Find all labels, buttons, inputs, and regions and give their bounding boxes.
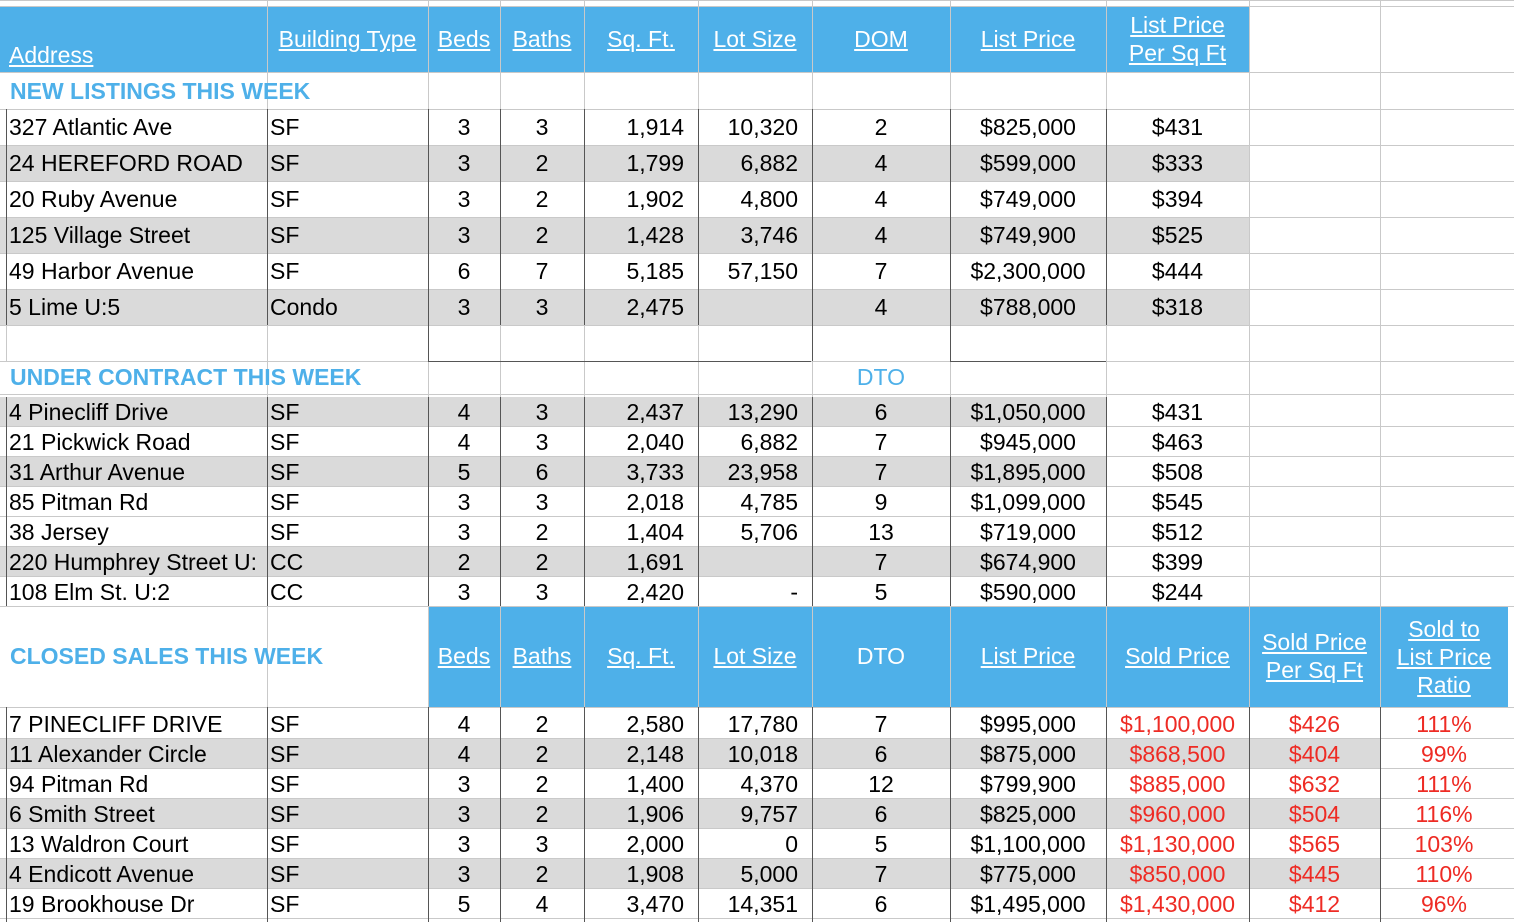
cell-building-type[interactable]: SF bbox=[270, 890, 300, 917]
closed-header-ratio[interactable]: Sold to List Price Ratio bbox=[1396, 616, 1492, 698]
cell-lot-size[interactable]: 9,757 bbox=[740, 800, 798, 827]
cell-address[interactable]: 4 Endicott Avenue bbox=[9, 860, 194, 887]
cell-lot-size[interactable]: 14,351 bbox=[727, 890, 798, 917]
cell-beds[interactable]: 3 bbox=[457, 770, 471, 797]
cell-list-price[interactable]: $995,000 bbox=[980, 710, 1076, 737]
cell-building-type[interactable]: SF bbox=[270, 428, 300, 455]
closed-header-list-price[interactable]: List Price bbox=[980, 643, 1076, 669]
cell-lot-size[interactable]: 4,785 bbox=[740, 488, 798, 515]
cell-dom[interactable]: 4 bbox=[874, 221, 888, 248]
cell-dom[interactable]: 7 bbox=[874, 860, 888, 887]
grid-hline bbox=[0, 707, 1514, 708]
cell-address[interactable]: 11 Alexander Circle bbox=[9, 740, 207, 767]
cell-dom[interactable]: 7 bbox=[874, 710, 888, 737]
cell-baths[interactable]: 2 bbox=[535, 860, 549, 887]
cell-sold-price[interactable]: $1,100,000 bbox=[1119, 710, 1236, 737]
cell-sqft[interactable]: 3,733 bbox=[626, 458, 684, 485]
cell-building-type[interactable]: SF bbox=[270, 221, 300, 248]
cell-list-price-per-sqft[interactable]: $394 bbox=[1151, 185, 1204, 212]
under-contract-dto-label: DTO bbox=[856, 364, 906, 390]
closed-header-beds[interactable]: Beds bbox=[437, 643, 491, 669]
cell-list-price[interactable]: $825,000 bbox=[980, 113, 1076, 140]
cell-building-type[interactable]: SF bbox=[270, 398, 300, 425]
cell-list-price-per-sqft[interactable]: $512 bbox=[1151, 518, 1204, 545]
cell-list-price[interactable]: $1,495,000 bbox=[970, 890, 1086, 917]
header-address[interactable]: Address bbox=[9, 42, 94, 68]
cell-list-price-per-sqft[interactable]: $525 bbox=[1151, 221, 1204, 248]
cell-beds[interactable]: 3 bbox=[457, 221, 471, 248]
cell-beds[interactable]: 3 bbox=[457, 488, 471, 515]
cell-border bbox=[428, 325, 429, 361]
cell-beds[interactable]: 2 bbox=[457, 548, 471, 575]
header-sqft[interactable]: Sq. Ft. bbox=[607, 26, 675, 52]
cell-dom[interactable]: 5 bbox=[874, 578, 888, 605]
cell-dom[interactable]: 13 bbox=[868, 518, 894, 545]
closed-header-sold-ppsf[interactable]: Sold Price Per Sq Ft bbox=[1262, 629, 1367, 683]
cell-lot-size[interactable] bbox=[698, 547, 812, 577]
cell-address[interactable]: 19 Brookhouse Dr bbox=[9, 890, 195, 917]
cell-list-price-per-sqft[interactable]: $399 bbox=[1151, 548, 1204, 575]
cell-sqft[interactable]: 1,906 bbox=[626, 800, 684, 827]
cell-baths[interactable]: 2 bbox=[535, 740, 549, 767]
cell-list-price[interactable]: $799,900 bbox=[980, 770, 1076, 797]
cell-address[interactable]: 24 HEREFORD ROAD bbox=[9, 149, 243, 176]
cell-sqft[interactable]: 3,470 bbox=[626, 890, 684, 917]
cell-sold-to-list-ratio[interactable]: 110% bbox=[1415, 860, 1473, 887]
cell-baths[interactable]: 2 bbox=[535, 800, 549, 827]
cell-lot-size[interactable]: 10,018 bbox=[727, 740, 798, 767]
cell-dom[interactable]: 6 bbox=[874, 398, 888, 425]
cell-list-price[interactable]: $775,000 bbox=[980, 860, 1076, 887]
cell-list-price[interactable]: $1,895,000 bbox=[970, 458, 1086, 485]
cell-sold-price-per-sqft[interactable]: $445 bbox=[1288, 860, 1341, 887]
cell-lot-size[interactable]: 3,746 bbox=[740, 221, 798, 248]
cell-baths[interactable]: 2 bbox=[535, 149, 549, 176]
cell-address[interactable]: 94 Pitman Rd bbox=[9, 770, 149, 797]
grid-hline bbox=[0, 394, 1514, 395]
cell-sold-price[interactable]: $1,130,000 bbox=[1119, 830, 1236, 857]
header-list-price-per-sqft[interactable]: List Price Per Sq Ft bbox=[1128, 12, 1227, 66]
cell-lot-size[interactable]: 57,150 bbox=[727, 257, 798, 284]
cell-building-type[interactable]: CC bbox=[270, 578, 304, 605]
cell-dom[interactable]: 6 bbox=[874, 890, 888, 917]
header-building-type[interactable]: Building Type bbox=[278, 26, 417, 52]
cell-sold-price-per-sqft[interactable]: $565 bbox=[1288, 830, 1341, 857]
cell-list-price-per-sqft[interactable]: $333 bbox=[1151, 149, 1204, 176]
closed-header-dto[interactable]: DTO bbox=[856, 643, 906, 669]
cell-building-type[interactable]: SF bbox=[270, 185, 300, 212]
cell-list-price[interactable]: $1,099,000 bbox=[970, 488, 1086, 515]
cell-list-price[interactable]: $2,300,000 bbox=[970, 257, 1086, 284]
cell-lot-size[interactable]: 6,882 bbox=[740, 428, 798, 455]
closed-header-baths[interactable]: Baths bbox=[512, 643, 572, 669]
cell-list-price[interactable]: $788,000 bbox=[980, 293, 1076, 320]
cell-address[interactable]: 327 Atlantic Ave bbox=[9, 113, 173, 140]
cell-address[interactable]: 220 Humphrey Street U: bbox=[9, 548, 258, 575]
cell-address[interactable]: 7 PINECLIFF DRIVE bbox=[9, 710, 223, 737]
cell-list-price-per-sqft[interactable]: $431 bbox=[1151, 113, 1204, 140]
cell-baths[interactable]: 2 bbox=[535, 770, 549, 797]
cell-building-type[interactable]: SF bbox=[270, 488, 300, 515]
cell-sold-price-per-sqft[interactable]: $426 bbox=[1288, 710, 1341, 737]
cell-beds[interactable]: 3 bbox=[457, 578, 471, 605]
cell-baths[interactable]: 2 bbox=[535, 548, 549, 575]
cell-building-type[interactable]: Condo bbox=[270, 293, 338, 320]
section-new-listings-title: NEW LISTINGS THIS WEEK bbox=[10, 77, 311, 104]
cell-lot-size[interactable]: 23,958 bbox=[727, 458, 798, 485]
cell-sqft[interactable]: 2,148 bbox=[626, 740, 684, 767]
cell-sold-to-list-ratio[interactable]: 103% bbox=[1414, 830, 1474, 857]
cell-dom[interactable]: 2 bbox=[874, 113, 888, 140]
cell-dom[interactable]: 6 bbox=[874, 800, 888, 827]
cell-lot-size[interactable]: - bbox=[790, 578, 798, 605]
cell-sqft[interactable]: 2,000 bbox=[626, 830, 684, 857]
cell-dom[interactable]: 7 bbox=[874, 257, 888, 284]
cell-sold-to-list-ratio[interactable]: 99% bbox=[1420, 740, 1468, 767]
cell-building-type[interactable]: SF bbox=[270, 710, 300, 737]
cell-list-price[interactable]: $749,900 bbox=[980, 221, 1076, 248]
cell-sold-to-list-ratio[interactable]: 111% bbox=[1416, 770, 1472, 797]
section-closed-sales-title: CLOSED SALES THIS WEEK bbox=[10, 643, 324, 669]
cell-beds[interactable]: 4 bbox=[457, 398, 471, 425]
cell-building-type[interactable]: SF bbox=[270, 113, 300, 140]
cell-baths[interactable]: 3 bbox=[535, 113, 549, 140]
cell-sqft[interactable]: 1,902 bbox=[626, 185, 684, 212]
grid-vline bbox=[6, 325, 7, 361]
cell-baths[interactable]: 2 bbox=[535, 221, 549, 248]
cell-beds[interactable]: 3 bbox=[457, 800, 471, 827]
cell-sqft[interactable]: 1,914 bbox=[626, 113, 684, 140]
cell-dom[interactable]: 9 bbox=[874, 488, 888, 515]
cell-border bbox=[950, 361, 1106, 362]
grid-hline bbox=[0, 6, 1514, 7]
cell-border bbox=[812, 325, 813, 361]
cell-beds[interactable]: 4 bbox=[457, 428, 471, 455]
cell-list-price[interactable]: $1,100,000 bbox=[970, 830, 1086, 857]
cell-beds[interactable]: 3 bbox=[457, 860, 471, 887]
cell-beds[interactable]: 3 bbox=[457, 185, 471, 212]
cell-beds[interactable]: 6 bbox=[457, 257, 471, 284]
cell-sqft[interactable]: 2,437 bbox=[626, 398, 684, 425]
cell-beds[interactable]: 5 bbox=[457, 890, 471, 917]
cell-sqft[interactable]: 1,799 bbox=[626, 149, 684, 176]
cell-sqft[interactable]: 5,185 bbox=[626, 257, 684, 284]
cell-baths[interactable]: 4 bbox=[535, 890, 549, 917]
cell-lot-size[interactable]: 5,000 bbox=[740, 860, 798, 887]
cell-border bbox=[950, 325, 951, 361]
cell-address[interactable]: 108 Elm St. U:2 bbox=[9, 578, 171, 605]
cell-list-price[interactable]: $875,000 bbox=[980, 740, 1076, 767]
cell-border bbox=[428, 361, 811, 362]
section-under-contract-title: UNDER CONTRACT THIS WEEK bbox=[10, 364, 362, 390]
cell-sqft[interactable]: 1,400 bbox=[626, 770, 684, 797]
cell-dom[interactable]: 4 bbox=[874, 293, 888, 320]
cell-baths[interactable]: 2 bbox=[535, 185, 549, 212]
header-dom[interactable]: DOM bbox=[854, 26, 908, 52]
cell-baths[interactable]: 3 bbox=[535, 488, 549, 515]
cell-building-type[interactable]: SF bbox=[270, 149, 300, 176]
cell-address[interactable]: 20 Ruby Avenue bbox=[9, 185, 178, 212]
cell-list-price-per-sqft[interactable]: $444 bbox=[1151, 257, 1204, 284]
cell-dom[interactable]: 4 bbox=[874, 185, 888, 212]
cell-beds[interactable]: 3 bbox=[457, 830, 471, 857]
cell-lot-size[interactable]: 17,780 bbox=[727, 710, 798, 737]
cell-list-price-per-sqft[interactable]: $318 bbox=[1151, 293, 1204, 320]
cell-sold-price[interactable]: $868,500 bbox=[1129, 740, 1226, 767]
cell-address[interactable]: 125 Village Street bbox=[9, 221, 191, 248]
cell-building-type[interactable]: SF bbox=[270, 770, 300, 797]
cell-beds[interactable]: 3 bbox=[457, 518, 471, 545]
cell-dom[interactable]: 7 bbox=[874, 458, 888, 485]
cell-address[interactable]: 6 Smith Street bbox=[9, 800, 155, 827]
cell-list-price[interactable]: $945,000 bbox=[980, 428, 1076, 455]
cell-sqft[interactable]: 1,908 bbox=[626, 860, 684, 887]
cell-baths[interactable]: 2 bbox=[535, 518, 549, 545]
cell-list-price-per-sqft[interactable]: $463 bbox=[1151, 428, 1204, 455]
cell-dom[interactable]: 12 bbox=[868, 770, 894, 797]
cell-sold-price-per-sqft[interactable]: $504 bbox=[1288, 800, 1341, 827]
cell-sold-to-list-ratio[interactable]: 96% bbox=[1420, 890, 1468, 917]
cell-address[interactable]: 21 Pickwick Road bbox=[9, 428, 191, 455]
grid-hline bbox=[0, 325, 1514, 326]
cell-list-price-per-sqft[interactable]: $431 bbox=[1151, 398, 1204, 425]
cell-dom[interactable]: 7 bbox=[874, 548, 888, 575]
cell-list-price[interactable]: $749,000 bbox=[980, 185, 1076, 212]
cell-baths[interactable]: 2 bbox=[535, 710, 549, 737]
cell-beds[interactable]: 3 bbox=[457, 293, 471, 320]
cell-baths[interactable]: 7 bbox=[535, 257, 549, 284]
cell-baths[interactable]: 6 bbox=[535, 458, 549, 485]
cell-list-price[interactable]: $674,900 bbox=[980, 548, 1076, 575]
cell-building-type[interactable]: SF bbox=[270, 830, 300, 857]
cell-list-price[interactable]: $719,000 bbox=[980, 518, 1076, 545]
cell-sqft[interactable]: 1,428 bbox=[626, 221, 684, 248]
cell-sqft[interactable]: 2,040 bbox=[626, 428, 684, 455]
cell-baths[interactable]: 3 bbox=[535, 578, 549, 605]
cell-beds[interactable]: 3 bbox=[457, 149, 471, 176]
cell-sold-price[interactable]: $1,430,000 bbox=[1119, 890, 1236, 917]
cell-lot-size[interactable]: 5,706 bbox=[740, 518, 798, 545]
cell-sold-price-per-sqft[interactable]: $632 bbox=[1288, 770, 1341, 797]
cell-list-price[interactable]: $825,000 bbox=[980, 800, 1076, 827]
cell-sold-price-per-sqft[interactable]: $412 bbox=[1288, 890, 1341, 917]
cell-sold-price[interactable]: $885,000 bbox=[1129, 770, 1226, 797]
header-lot-size[interactable]: Lot Size bbox=[713, 26, 797, 52]
cell-lot-size[interactable]: 4,800 bbox=[740, 185, 798, 212]
cell-list-price[interactable]: $590,000 bbox=[980, 578, 1076, 605]
cell-beds[interactable]: 4 bbox=[457, 710, 471, 737]
cell-dom[interactable]: 5 bbox=[874, 830, 888, 857]
cell-address[interactable]: 85 Pitman Rd bbox=[9, 488, 149, 515]
cell-sold-price[interactable]: $850,000 bbox=[1129, 860, 1226, 887]
cell-building-type[interactable]: SF bbox=[270, 518, 300, 545]
cell-lot-size[interactable] bbox=[698, 289, 812, 325]
cell-sqft[interactable]: 1,691 bbox=[626, 548, 684, 575]
cell-building-type[interactable]: CC bbox=[270, 548, 304, 575]
cell-lot-size[interactable]: 4,370 bbox=[740, 770, 798, 797]
cell-baths[interactable]: 3 bbox=[535, 428, 549, 455]
cell-list-price[interactable]: $1,050,000 bbox=[970, 398, 1086, 425]
header-list-price[interactable]: List Price bbox=[980, 26, 1076, 52]
cell-sqft[interactable]: 2,580 bbox=[626, 710, 684, 737]
cell-building-type[interactable]: SF bbox=[270, 860, 300, 887]
cell-list-price-per-sqft[interactable]: $508 bbox=[1151, 458, 1204, 485]
cell-lot-size[interactable]: 0 bbox=[785, 830, 798, 857]
cell-sqft[interactable]: 2,018 bbox=[626, 488, 684, 515]
cell-dom[interactable]: 6 bbox=[874, 740, 888, 767]
cell-building-type[interactable]: SF bbox=[270, 257, 300, 284]
cell-sold-price-per-sqft[interactable]: $404 bbox=[1288, 740, 1341, 767]
cell-beds[interactable]: 4 bbox=[457, 740, 471, 767]
header-baths[interactable]: Baths bbox=[512, 26, 572, 52]
cell-sqft[interactable]: 2,420 bbox=[626, 578, 684, 605]
cell-beds[interactable]: 5 bbox=[457, 458, 471, 485]
cell-building-type[interactable]: SF bbox=[270, 800, 300, 827]
cell-lot-size[interactable]: 13,290 bbox=[727, 398, 798, 425]
cell-address[interactable]: 49 Harbor Avenue bbox=[9, 257, 194, 284]
closed-header-lot-size[interactable]: Lot Size bbox=[713, 643, 797, 669]
cell-beds[interactable]: 3 bbox=[457, 113, 471, 140]
cell-sold-price[interactable]: $960,000 bbox=[1129, 800, 1226, 827]
cell-building-type[interactable]: SF bbox=[270, 740, 300, 767]
cell-list-price[interactable]: $599,000 bbox=[980, 149, 1076, 176]
cell-dom[interactable]: 4 bbox=[874, 149, 888, 176]
cell-address[interactable]: 31 Arthur Avenue bbox=[9, 458, 186, 485]
closed-header-sold-price[interactable]: Sold Price bbox=[1125, 643, 1230, 669]
cell-sold-to-list-ratio[interactable]: 111% bbox=[1416, 710, 1472, 737]
cell-sold-to-list-ratio[interactable]: 116% bbox=[1415, 800, 1473, 827]
closed-header-sqft[interactable]: Sq. Ft. bbox=[607, 643, 675, 669]
cell-address[interactable]: 13 Waldron Court bbox=[9, 830, 189, 857]
grid-hline bbox=[0, 0, 1514, 1]
header-beds[interactable]: Beds bbox=[437, 26, 491, 52]
cell-sqft[interactable]: 1,404 bbox=[626, 518, 684, 545]
cell-sqft[interactable]: 2,475 bbox=[626, 293, 684, 320]
cell-baths[interactable]: 3 bbox=[535, 293, 549, 320]
cell-list-price-per-sqft[interactable]: $244 bbox=[1151, 578, 1204, 605]
cell-baths[interactable]: 3 bbox=[535, 398, 549, 425]
cell-lot-size[interactable]: 6,882 bbox=[740, 149, 798, 176]
cell-building-type[interactable]: SF bbox=[270, 458, 300, 485]
cell-list-price-per-sqft[interactable]: $545 bbox=[1151, 488, 1204, 515]
cell-address[interactable]: 4 Pinecliff Drive bbox=[9, 398, 169, 425]
cell-address[interactable]: 5 Lime U:5 bbox=[9, 293, 121, 320]
cell-baths[interactable]: 3 bbox=[535, 830, 549, 857]
cell-address[interactable]: 38 Jersey bbox=[9, 518, 109, 545]
cell-dom[interactable]: 7 bbox=[874, 428, 888, 455]
cell-lot-size[interactable]: 10,320 bbox=[727, 113, 798, 140]
